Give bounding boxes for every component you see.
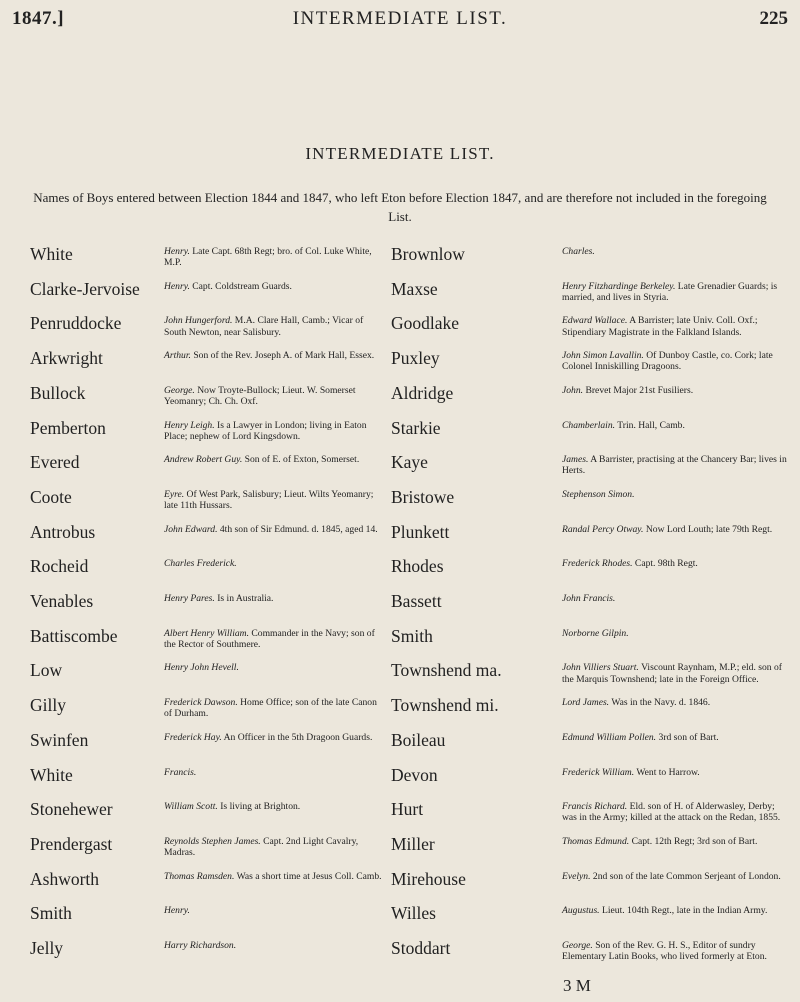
entry-surname: Coote xyxy=(30,486,72,507)
page-number: 225 xyxy=(759,8,788,29)
entry-surname: Bassett xyxy=(391,591,442,611)
entry-note xyxy=(164,940,382,951)
entry-note xyxy=(164,697,382,720)
entry-remark: Was a short time at Jesus Coll. Camb. xyxy=(234,870,382,882)
entry-given-names: Henry John Hevell. xyxy=(164,662,239,674)
entry-note xyxy=(164,281,382,292)
entry-given-names: Andrew Robert Guy. xyxy=(164,454,243,466)
entry-given-names: John Villiers Stuart. xyxy=(562,662,639,674)
entry-note xyxy=(164,905,382,916)
entry-note xyxy=(562,524,790,535)
entry-given-names: John Hungerford. xyxy=(164,315,233,327)
entry-note xyxy=(164,836,382,859)
entry-surname: Plunkett xyxy=(391,521,450,542)
entry-surname: Ashworth xyxy=(30,868,100,889)
entry-remark: Lieut. 104th Regt., late in the Indian Army. xyxy=(599,905,768,917)
entry-remark: M.A. Clare Hall, Camb.; Vicar of South Newton, near Salisbury. xyxy=(164,315,364,338)
entry-note xyxy=(164,420,382,443)
entry-note xyxy=(562,697,790,708)
entry-surname: Townshend ma. xyxy=(391,660,502,681)
entry-remark: 4th son of Sir Edmund. d. 1845, aged 14. xyxy=(217,523,378,535)
entry-note xyxy=(562,905,790,916)
entry-surname: Evered xyxy=(30,452,80,473)
entry-given-names: Frederick Hay. xyxy=(164,731,222,743)
entry-given-names: Henry. xyxy=(164,905,190,917)
entry-surname: Battiscombe xyxy=(30,625,118,646)
entry-surname: Bristowe xyxy=(391,486,455,507)
entry-given-names: Arthur. xyxy=(164,350,191,362)
entry-given-names: Norborne Gilpin. xyxy=(562,627,629,639)
entry-given-names: Henry Leigh. xyxy=(164,419,215,431)
entry-given-names: Edmund William Pollen. xyxy=(562,731,657,743)
entry-given-names: Francis. xyxy=(164,766,197,778)
entry-remark: Now Troyte-Bullock; Lieut. W. Somerset Yeomanry; Ch. Ch. Oxf. xyxy=(164,384,356,408)
entry-note xyxy=(562,350,790,373)
entry-remark: Son of E. of Exton, Somerset. xyxy=(242,454,360,466)
entry-note xyxy=(562,315,790,338)
entry-note xyxy=(562,420,790,431)
entry-given-names: John Francis. xyxy=(562,593,616,604)
entry-surname: Bullock xyxy=(30,382,86,403)
entry-surname: Puxley xyxy=(391,348,440,369)
entry-remark: Son of the Rev. Joseph A. of Mark Hall, Essex. xyxy=(190,350,375,362)
entry-given-names: Charles. xyxy=(562,246,595,257)
entry-surname: Kaye xyxy=(391,452,428,473)
entry-note xyxy=(562,767,790,778)
entry-note xyxy=(562,871,790,882)
entry-surname: Goodlake xyxy=(391,313,460,334)
entry-remark: An Officer in the 5th Dragoon Guards. xyxy=(221,731,373,743)
entry-note xyxy=(164,246,382,269)
entry-surname: Hurt xyxy=(391,799,424,820)
entry-note xyxy=(164,385,382,408)
entry-surname: Prendergast xyxy=(30,833,113,854)
entry-surname: Aldridge xyxy=(391,382,454,403)
entry-surname: Maxse xyxy=(391,278,438,299)
entry-surname: Smith xyxy=(391,625,433,646)
entry-note xyxy=(164,732,382,743)
entry-note xyxy=(164,454,382,465)
entry-given-names: Randal Percy Otway. xyxy=(562,523,644,535)
entry-given-names: Harry Richardson. xyxy=(164,940,237,951)
entry-surname: Townshend mi. xyxy=(391,695,499,716)
entry-remark: Capt. 12th Regt; 3rd son of Bart. xyxy=(629,835,758,847)
entry-remark: Of Dunboy Castle, co. Cork; late Colonel Inniskilling Dragoons. xyxy=(562,350,773,373)
entry-surname: Boileau xyxy=(391,729,446,750)
running-head-title: INTERMEDIATE LIST. xyxy=(292,8,508,29)
entry-remark: Son of the Rev. G. H. S., Editor of sundry Elementary Latin Books, who lived formerly at Eton. xyxy=(562,940,767,963)
entry-given-names: Stephenson Simon. xyxy=(562,488,635,500)
entry-given-names: John Simon Lavallin. xyxy=(562,350,644,362)
entry-note xyxy=(164,558,382,569)
entry-surname: Smith xyxy=(30,903,72,924)
entry-note xyxy=(562,454,790,477)
entry-note xyxy=(562,246,790,257)
entry-given-names: Eyre. xyxy=(164,488,185,500)
entry-note xyxy=(562,662,790,685)
entry-surname: White xyxy=(30,244,73,264)
entry-given-names: Henry. xyxy=(164,246,190,257)
entry-remark: Is in Australia. xyxy=(214,593,274,604)
entry-given-names: Albert Henry William. xyxy=(164,627,249,639)
entry-remark: Is living at Brighton. xyxy=(217,801,301,813)
entry-remark: Capt. 98th Regt. xyxy=(632,558,698,570)
entry-note xyxy=(562,281,790,304)
entry-note xyxy=(164,767,382,778)
entry-remark: Capt. 2nd Light Cavalry, Madras. xyxy=(164,835,359,859)
entry-remark: 2nd son of the late Common Serjeant of London. xyxy=(590,870,781,882)
entry-note xyxy=(164,593,382,604)
entry-note xyxy=(562,385,790,396)
entry-note xyxy=(562,940,790,963)
entry-note xyxy=(164,628,382,651)
entry-given-names: Henry Fitzhardinge Berkeley. xyxy=(562,280,676,292)
entry-surname: Pemberton xyxy=(30,417,106,438)
entry-note xyxy=(562,732,790,743)
entry-note xyxy=(562,836,790,847)
entry-remark: 3rd son of Bart. xyxy=(656,731,719,743)
entry-remark: A Barrister, practising at the Chancery Bar; lives in Herts. xyxy=(562,454,787,477)
entry-remark: Brevet Major 21st Fusiliers. xyxy=(583,384,694,396)
entry-given-names: George. xyxy=(164,384,195,396)
entry-surname: Mirehouse xyxy=(391,868,466,889)
entry-given-names: George. xyxy=(562,940,593,951)
entry-note xyxy=(164,524,382,535)
entry-given-names: Henry. xyxy=(164,280,190,292)
entry-remark: Viscount Raynham, M.P.; eld. son of the Marquis Townshend; late in the Foreign Office. xyxy=(562,662,782,685)
entry-remark: Capt. Coldstream Guards. xyxy=(189,280,292,292)
entry-given-names: Henry Pares. xyxy=(164,593,215,604)
entry-given-names: John. xyxy=(562,384,584,396)
entry-surname: Stoddart xyxy=(391,938,451,958)
entry-given-names: Edward Wallace. xyxy=(562,315,628,327)
running-head-year: 1847.] xyxy=(12,8,65,29)
entry-given-names: Evelyn. xyxy=(562,870,591,882)
entry-remark: A Barrister; late Univ. Coll. Oxf.; Stipendiary Magistrate in the Falkland Islands. xyxy=(562,315,758,338)
entry-given-names: Francis Richard. xyxy=(562,801,628,813)
entry-note xyxy=(562,628,790,639)
entry-given-names: Reynolds Stephen James. xyxy=(164,835,261,847)
entry-given-names: Frederick Rhodes. xyxy=(562,558,633,570)
entry-remark: Late Grenadier Guards; is married, and lives in Styria. xyxy=(562,280,778,303)
entry-surname: Gilly xyxy=(30,695,66,716)
entry-surname: Penruddocke xyxy=(30,313,122,334)
entry-remark: Is a Lawyer in London; living in Eaton Place; nephew of Lord Kingsdown. xyxy=(164,419,367,442)
entry-surname: Rocheid xyxy=(30,556,89,577)
entry-remark: Eld. son of H. of Alderwasley, Derby; was in the Army; killed at the attack on the Redan, 1855. xyxy=(562,801,781,824)
entry-given-names: James. xyxy=(562,454,589,466)
entry-remark: Home Office; son of the late Canon of Durham. xyxy=(164,697,377,720)
entry-surname: Miller xyxy=(391,833,435,854)
entry-surname: Devon xyxy=(391,764,438,785)
entry-note xyxy=(562,558,790,569)
entry-surname: Arkwright xyxy=(30,348,103,369)
entry-note xyxy=(164,662,382,673)
entry-given-names: Chamberlain. xyxy=(562,419,616,431)
entry-note xyxy=(562,593,790,604)
entry-given-names: Lord James. xyxy=(562,697,610,709)
entry-remark: Now Lord Louth; late 79th Regt. xyxy=(643,523,773,535)
entry-surname: White xyxy=(30,764,73,785)
entry-note xyxy=(562,489,790,500)
entry-surname: Brownlow xyxy=(391,244,465,264)
entry-remark: Trin. Hall, Camb. xyxy=(615,419,685,431)
entry-remark: Went to Harrow. xyxy=(634,766,700,778)
entry-surname: Stonehewer xyxy=(30,799,113,820)
entry-note xyxy=(562,801,790,824)
entry-given-names: Thomas Edmund. xyxy=(562,835,630,847)
entry-given-names: John Edward. xyxy=(164,523,218,535)
entry-surname: Swinfen xyxy=(30,729,89,750)
entry-remark: Late Capt. 68th Regt; bro. of Col. Luke White, M.P. xyxy=(164,246,372,269)
entry-note xyxy=(164,801,382,812)
entry-surname: Jelly xyxy=(30,938,64,958)
entry-surname: Clarke-Jervoise xyxy=(30,278,140,299)
entry-remark: Commander in the Navy; son of the Rector of Southmere. xyxy=(164,627,375,650)
entry-given-names: Thomas Ramsden. xyxy=(164,870,235,882)
entry-note xyxy=(164,489,382,512)
entry-surname: Willes xyxy=(391,903,436,924)
entry-given-names: Augustus. xyxy=(562,905,600,917)
entry-given-names: Frederick William. xyxy=(562,766,635,778)
entry-surname: Low xyxy=(30,660,63,681)
entry-note xyxy=(164,350,382,361)
entry-surname: Rhodes xyxy=(391,556,444,577)
entry-given-names: Charles Frederick. xyxy=(164,558,237,570)
signature-mark: 3 M xyxy=(563,976,591,995)
entry-note xyxy=(164,871,382,882)
entry-surname: Venables xyxy=(30,591,94,611)
section-subheading: Names of Boys entered between Election 1844 and 1847, who left Eton before Election 1847, and are therefore not included in the foregoing List. xyxy=(33,190,767,224)
section-heading: INTERMEDIATE LIST. xyxy=(305,144,495,163)
entry-remark: Was in the Navy. d. 1846. xyxy=(609,697,711,709)
entry-surname: Starkie xyxy=(391,417,441,438)
entry-given-names: Frederick Dawson. xyxy=(164,697,238,709)
entry-note xyxy=(164,315,382,338)
entry-remark: Of West Park, Salisbury; Lieut. Wilts Yeomanry; late 11th Hussars. xyxy=(164,488,374,512)
entry-given-names: William Scott. xyxy=(164,801,218,813)
entry-surname: Antrobus xyxy=(30,521,96,542)
